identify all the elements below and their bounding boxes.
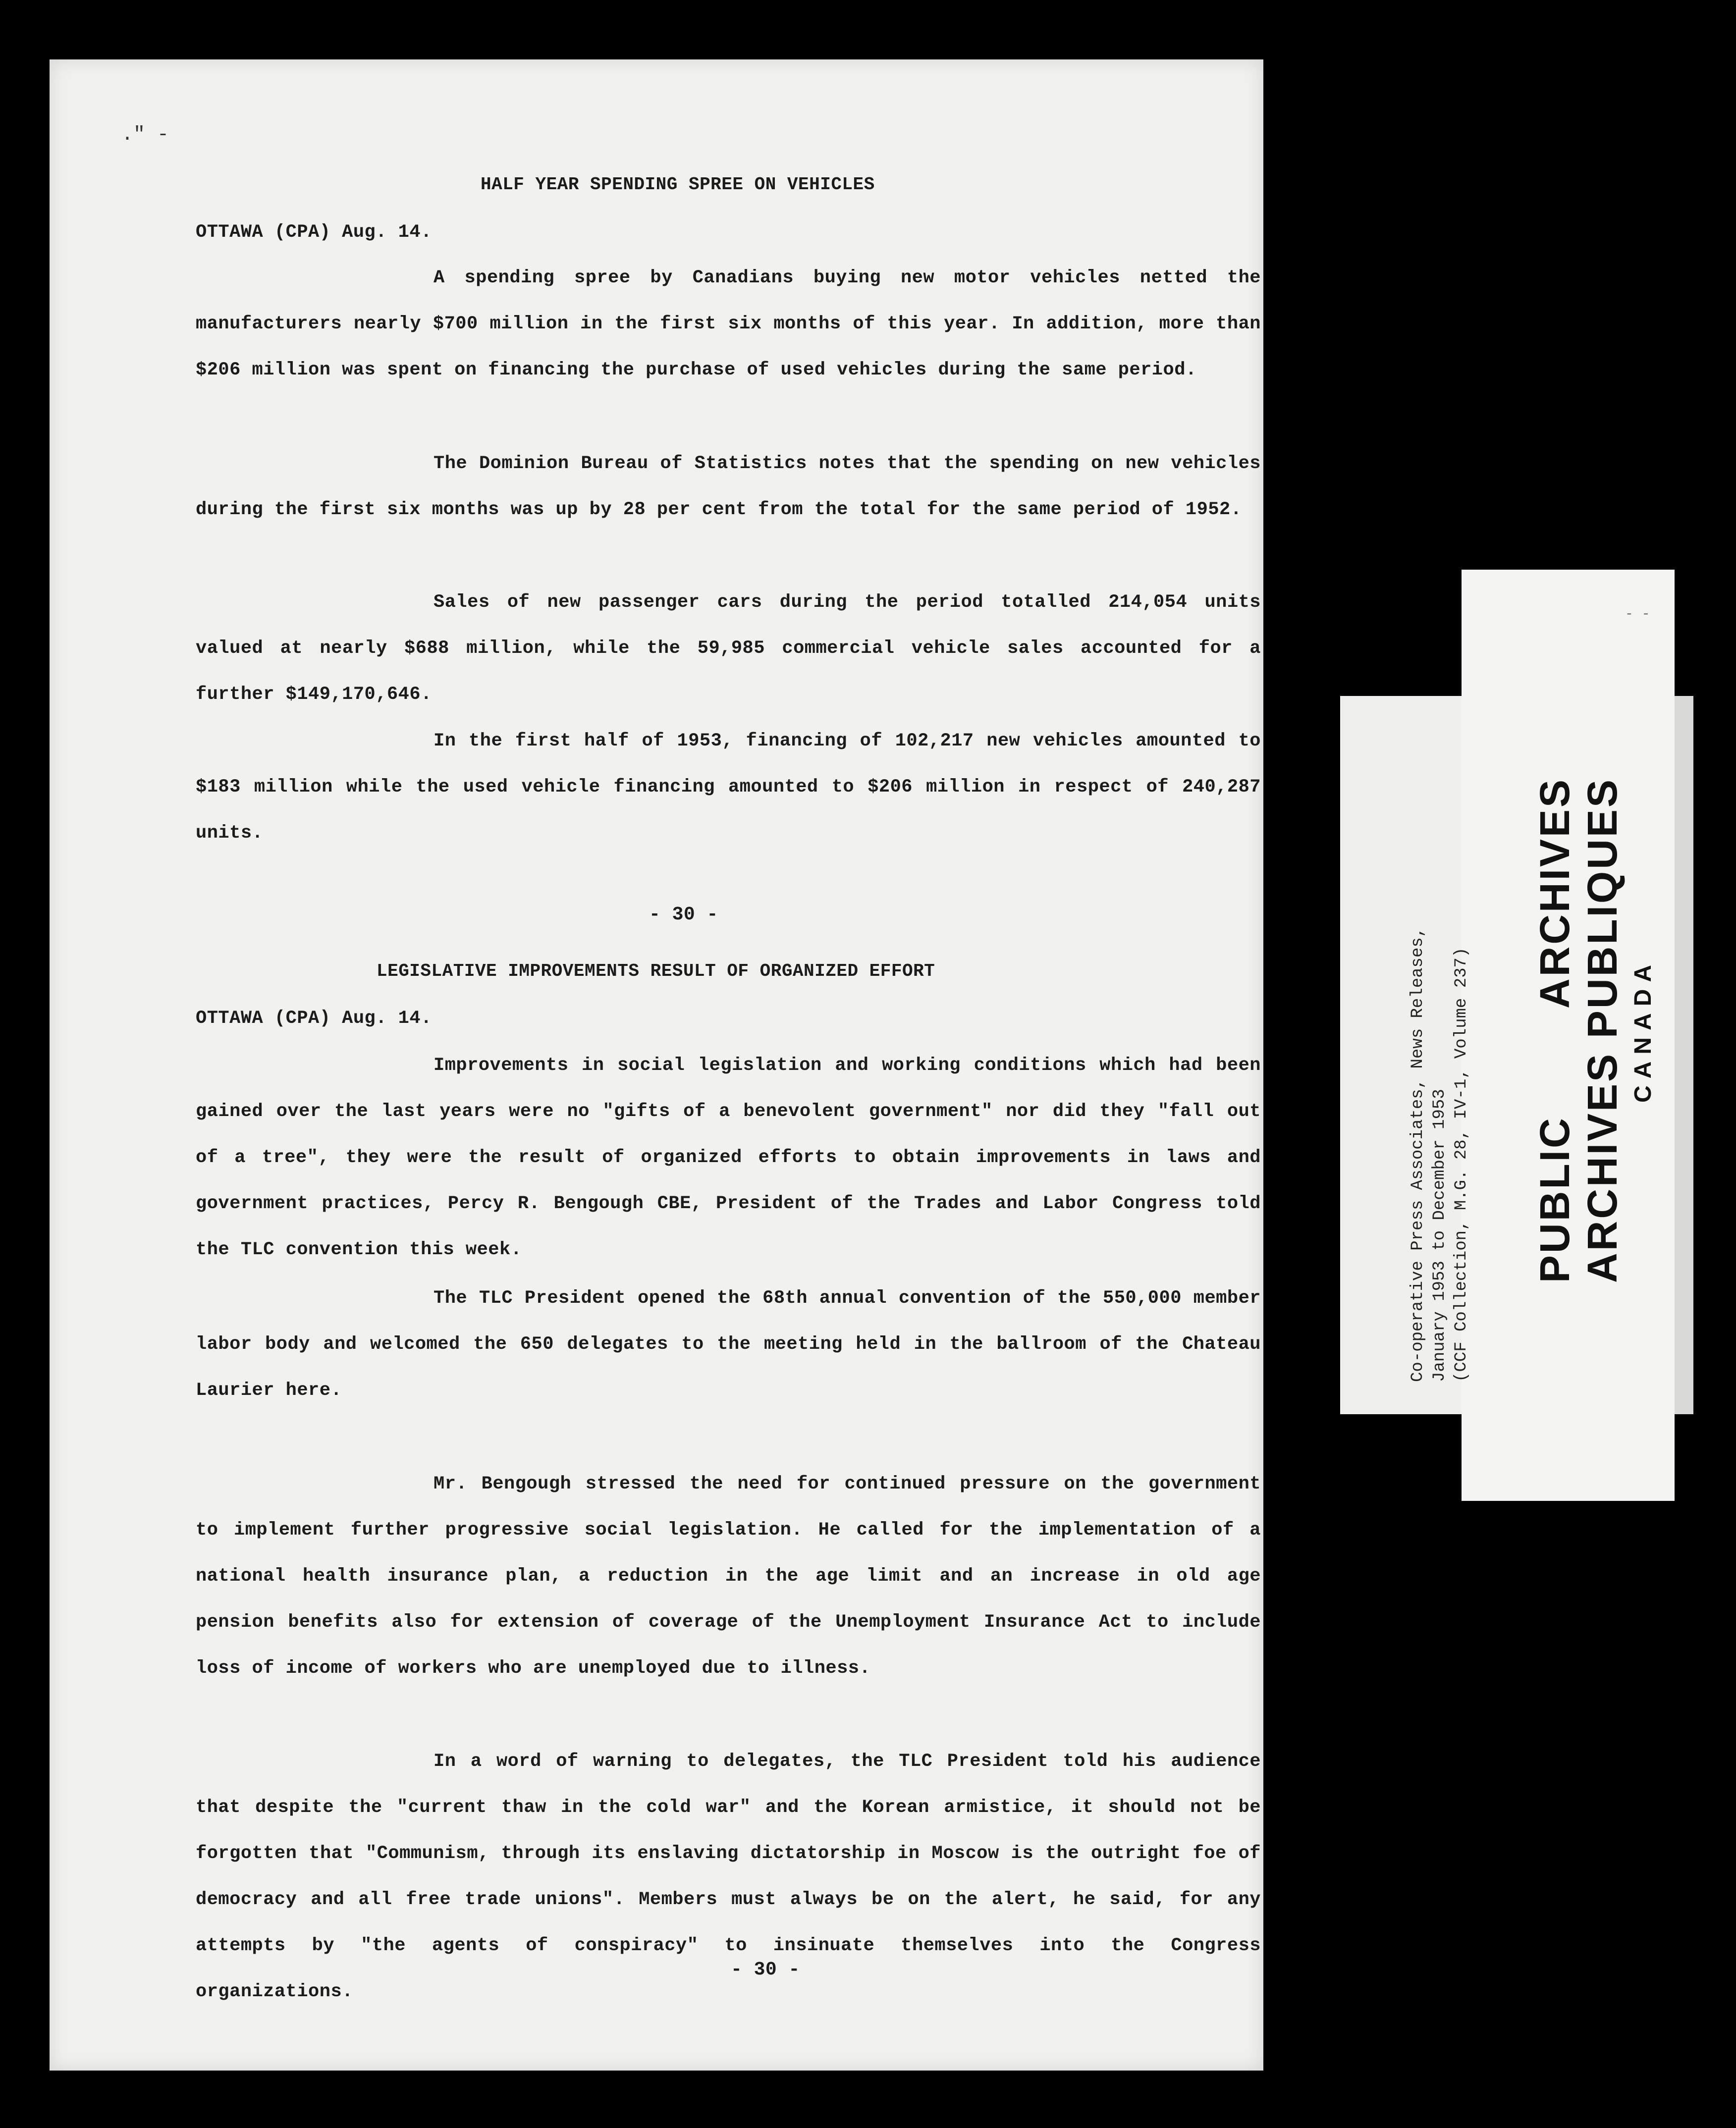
stamp-line-french: [1578, 778, 1626, 1283]
citation-line-2: January 1953 to December 1953: [1430, 1089, 1449, 1382]
article2-paragraph-3: Mr. Bengough stressed the need for continued pressure on the government to implement further progressive social legislation. He called for the implementation of a national health insurance plan, a reduction in the age limit and an increase in old age pension benefits also for extension of coverage of the Unemployment Insurance Act to include loss of income of workers who are unemployed due to illness.: [196, 1474, 1261, 1679]
typed-page: [50, 59, 1263, 2071]
article1-headline: HALF YEAR SPENDING SPREE ON VEHICLES: [481, 174, 875, 195]
article1-paragraph-1: A spending spree by Canadians buying new motor vehicles netted the manufacturers nearly $700 million in the first six months of this year. In addition, more than $206 million was spent on financing the purchase of used vehicles during the same period.: [196, 267, 1261, 380]
stamp-word-public: PUBLIC: [1531, 1116, 1578, 1283]
article2-headline: LEGISLATIVE IMPROVEMENTS RESULT OF ORGANIZED EFFORT: [377, 961, 935, 981]
article2-paragraph-2: The TLC President opened the 68th annual convention of the 550,000 member labor body and welcomed the 650 delegates to the meeting held in the ballroom of the Chateau Laurier here.: [196, 1288, 1261, 1401]
stamp-word-archives-fr: ARCHIVES: [1579, 1052, 1626, 1283]
stamp-word-publiques: PUBLIQUES: [1579, 778, 1626, 1039]
page-corner-marks: ." -: [121, 124, 169, 146]
article1-paragraph-4: In the first half of 1953, financing of 102,217 new vehicles amounted to $183 million while the used vehicle financing amounted to $206 million in respect of 240,287 units.: [196, 731, 1261, 844]
article2-paragraph-1: Improvements in social legislation and working conditions which had been gained over the last years were no "gifts of a benevolent government" nor did they "fall out of a tree", they were the result of organized efforts to obtain improvements in laws and government practices, Percy R. Bengough CBE, President of the Trades and Labor Congress told the TLC convention this week.: [196, 1055, 1261, 1260]
article1-paragraph-2: The Dominion Bureau of Statistics notes that the spending on new vehicles during the first six months was up by 28 per cent from the total for the same period of 1952.: [196, 453, 1261, 520]
citation-line-1: Co-operative Press Associates, News Releases,: [1409, 927, 1427, 1382]
article2-dateline: OTTAWA (CPA) Aug. 14.: [196, 1008, 432, 1029]
archive-card-edge: [1675, 696, 1693, 1414]
stamp-word-archives: ARCHIVES: [1531, 778, 1578, 1009]
article1-end-mark: - 30 -: [649, 904, 718, 925]
article2-paragraph-4: In a word of warning to delegates, the TLC President told his audience that despite the "current thaw in the cold war" and the Korean armistice, it should not be forgotten that "Communism, through its enslaving dictatorship in Moscow is the outright foe of democracy and all free trade unions". Members must always be on the alert, he said, for any attempts by "the agents of conspiracy" to insinuate themselves into the Congress organizations.: [196, 1751, 1261, 2002]
article2-end-mark: - 30 -: [731, 1959, 800, 1980]
citation-line-3: (CCF Collection, M.G. 28, IV-1, Volume 237): [1452, 947, 1471, 1382]
stamp-line-english: [1531, 778, 1578, 1283]
stamp-word-canada: CANADA: [1630, 958, 1656, 1103]
article1-paragraph-3: Sales of new passenger cars during the period totalled 214,054 units valued at nearly $688 million, while the 59,985 commercial vehicle sales accounted for a further $149,170,646.: [196, 592, 1261, 705]
article1-dateline: OTTAWA (CPA) Aug. 14.: [196, 222, 432, 243]
archive-card-marks: - -: [1625, 607, 1650, 622]
